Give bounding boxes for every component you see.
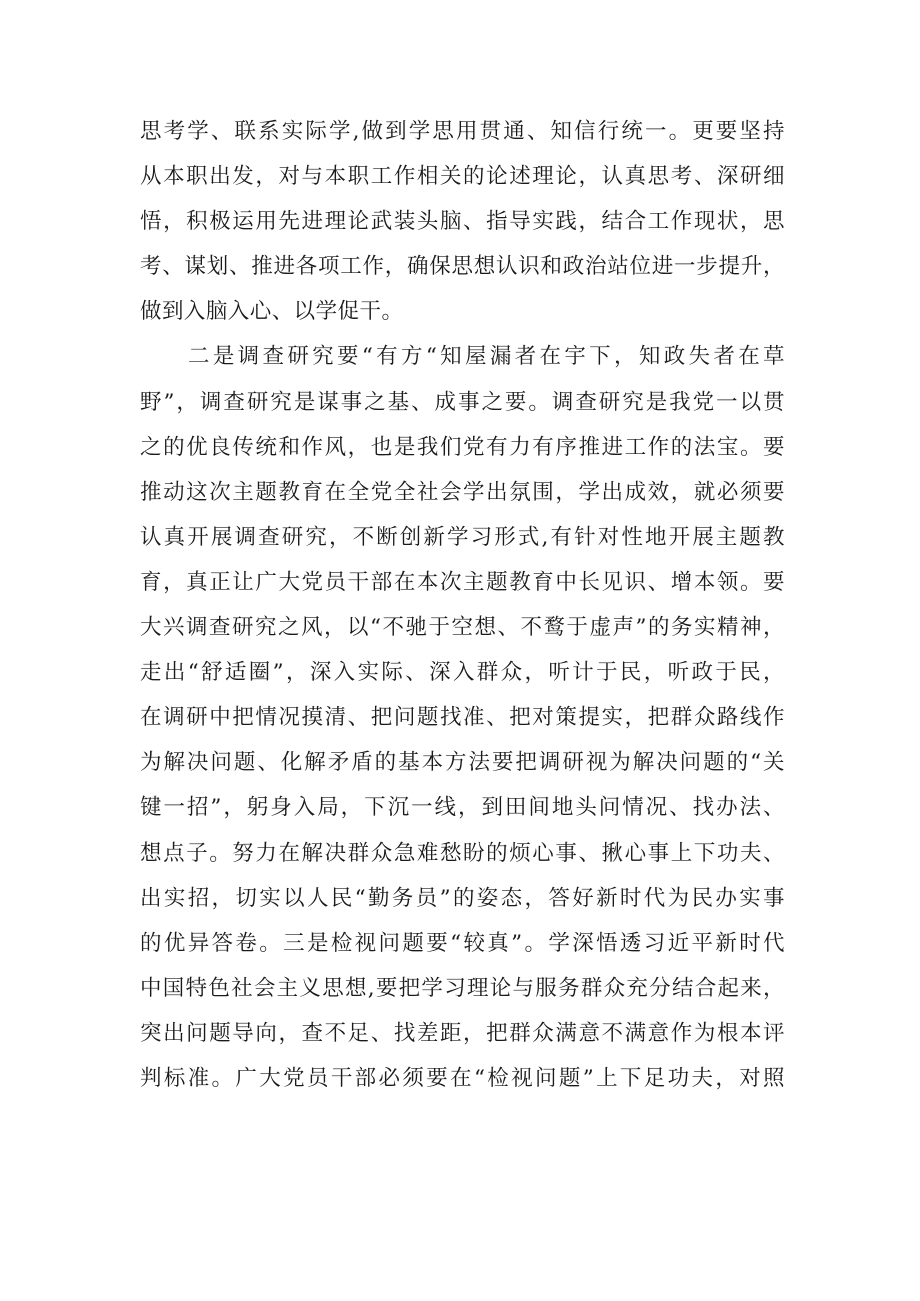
text-line: 中国特色社会主义思想,要把学习理论与服务群众充分结合起来， [140, 975, 785, 1001]
text-line: 在调研中把情况摸清、把问题找准、把对策提实，把群众路线作 [140, 705, 785, 731]
paragraph-2 [140, 334, 785, 1101]
text-line: 野”，调查研究是谋事之基、成事之要。调查研究是我党一以贯 [140, 389, 785, 415]
text-line: 育，真正让广大党员干部在本次主题教育中长见识、增本领。要 [140, 569, 785, 595]
text-line: 的优异答卷。三是检视问题要“较真”。学深悟透习近平新时代 [140, 930, 785, 956]
text-line: 从本职出发，对与本职工作相关的论述理论，认真思考、深研细 [140, 164, 785, 190]
text-line: 推动这次主题教育在全党全社会学出氛围，学出成效，就必须要 [140, 479, 785, 505]
text-line: 二是调查研究要“有方“知屋漏者在宇下，知政失者在草 [188, 344, 785, 370]
text-line: 大兴调查研究之风，以“不驰于空想、不鹜于虚声”的务实精神， [140, 615, 785, 641]
text-line: 认真开展调查研究，不断创新学习形式,有针对性地开展主题教 [140, 524, 785, 550]
document-page [140, 109, 785, 1101]
text-line: 做到入脑入心、以学促干。 [140, 299, 404, 325]
paragraph-1 [140, 109, 785, 334]
text-line: 走出“舒适圈”，深入实际、深入群众，听计于民，听政于民， [140, 660, 785, 686]
text-line: 键一招”，躬身入局，下沉一线，到田间地头问情况、找办法、 [140, 795, 785, 821]
text-line: 出实招，切实以人民“勤务员”的姿态，答好新时代为民办实事 [140, 885, 785, 911]
text-line: 判标准。广大党员干部必须要在“检视问题”上下足功夫，对照 [140, 1065, 785, 1091]
text-line: 之的优良传统和作风，也是我们党有力有序推进工作的法宝。要 [140, 434, 785, 460]
text-line: 为解决问题、化解矛盾的基本方法要把调研视为解决问题的“关 [140, 750, 785, 776]
text-line: 考、谋划、推进各项工作，确保思想认识和政治站位进一步提升， [140, 254, 785, 280]
text-line: 想点子。努力在解决群众急难愁盼的烦心事、揪心事上下功夫、 [140, 840, 785, 866]
text-line: 突出问题导向，查不足、找差距，把群众满意不满意作为根本评 [140, 1020, 785, 1046]
text-line: 悟，积极运用先进理论武装头脑、指导实践，结合工作现状，思 [140, 209, 785, 235]
text-line: 思考学、联系实际学,做到学思用贯通、知信行统一。更要坚持 [140, 119, 785, 144]
